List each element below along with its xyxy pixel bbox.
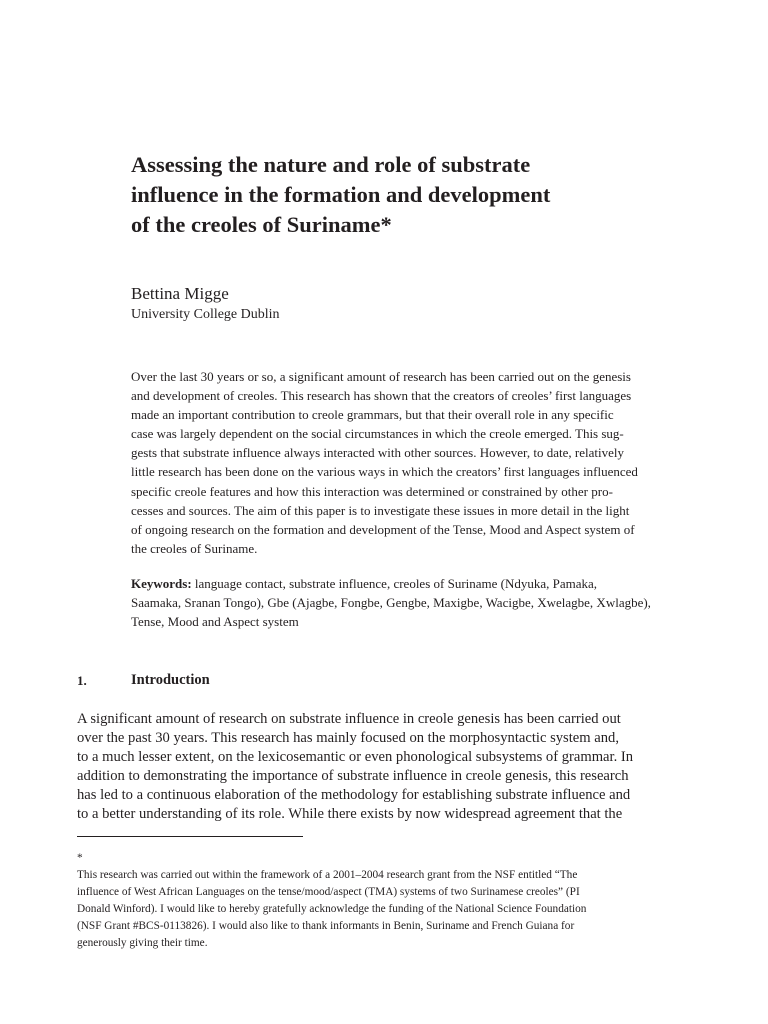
abstract-line: the creoles of Suriname. — [131, 540, 258, 556]
abstract-line: of ongoing research on the formation and development of the Tense, Mood and Aspect system of — [131, 521, 635, 537]
body-paragraph — [77, 710, 687, 825]
footnote — [77, 850, 687, 953]
keywords-line — [131, 574, 691, 593]
footnote-line — [77, 850, 687, 884]
footnote-line: influence of West African Languages on the tense/mood/aspect (TMA) systems of two Surinamese creoles” (PI — [77, 886, 580, 899]
keywords-line: Saamaka, Sranan Tongo), Gbe (Ajagbe, Fongbe, Gengbe, Maxigbe, Wacigbe, Xwelagbe, Xwlagbe), — [131, 595, 651, 611]
title-line: Assessing the nature and role of substrate — [131, 152, 531, 177]
footnote-text: This research was carried out within the framework of a 2001–2004 research grant from the NSF entitled “The — [77, 869, 578, 882]
abstract-line: made an important contribution to creole grammars, but that their overall role in any specific — [131, 407, 614, 423]
paper-title — [131, 150, 651, 240]
abstract-line: and development of creoles. This research has shown that the creators of creoles’ first languages — [131, 388, 632, 404]
body-line: over the past 30 years. This research has mainly focused on the morphosyntactic system and, — [77, 730, 619, 747]
body-line: to a much lesser extent, on the lexicosemantic or even phonological subsystems of grammar. In — [77, 749, 634, 766]
abstract-line: Over the last 30 years or so, a significant amount of research has been carried out on the genesis — [131, 369, 631, 384]
footnote-line: generously giving their time. — [77, 937, 208, 950]
section-number: 1. — [77, 673, 87, 688]
keywords-line: Tense, Mood and Aspect system — [131, 614, 299, 630]
footnote-mark: * — [77, 852, 83, 864]
body-line: has led to a continuous elaboration of the methodology for establishing substrate influence and — [77, 787, 631, 804]
abstract-line: case was largely dependent on the social circumstances in which the creole emerged. This sug- — [131, 426, 624, 442]
keywords — [131, 574, 691, 631]
footnote-line: Donald Winford). I would like to hereby gratefully acknowledge the funding of the National Science Foundation — [77, 903, 587, 916]
footnote-line: (NSF Grant #BCS-0113826). I would also like to thank informants in Benin, Suriname and French Guiana for — [77, 920, 575, 933]
footnote-divider — [77, 836, 303, 837]
body-line: addition to demonstrating the importance of substrate influence in creole genesis, this research — [77, 768, 629, 785]
keywords-label: Keywords: — [131, 576, 192, 591]
abstract-line: little research has been done on the various ways in which the creators’ first languages influenced — [131, 464, 638, 480]
keywords-text: language contact, substrate influence, creoles of Suriname (Ndyuka, Pamaka, — [191, 576, 598, 591]
abstract — [131, 367, 691, 558]
body-line: to a better understanding of its role. While there exists by now widespread agreement that the — [77, 806, 623, 823]
abstract-line: specific creole features and how this interaction was determined or constrained by other pro- — [131, 483, 613, 499]
author-affiliation: University College Dublin — [131, 307, 280, 322]
abstract-line: cesses and sources. The aim of this paper is to investigate these issues in more detail in the light — [131, 502, 630, 518]
body-line: A significant amount of research on substrate influence in creole genesis has been carried out — [77, 711, 621, 727]
abstract-line: gests that substrate influence always interacted with other sources. However, to date, relatively — [131, 445, 624, 461]
title-line: influence in the formation and development — [131, 182, 551, 207]
title-line: of the creoles of Suriname* — [131, 212, 392, 237]
section-heading: Introduction — [131, 672, 210, 688]
author-name: Bettina Migge — [131, 284, 229, 303]
